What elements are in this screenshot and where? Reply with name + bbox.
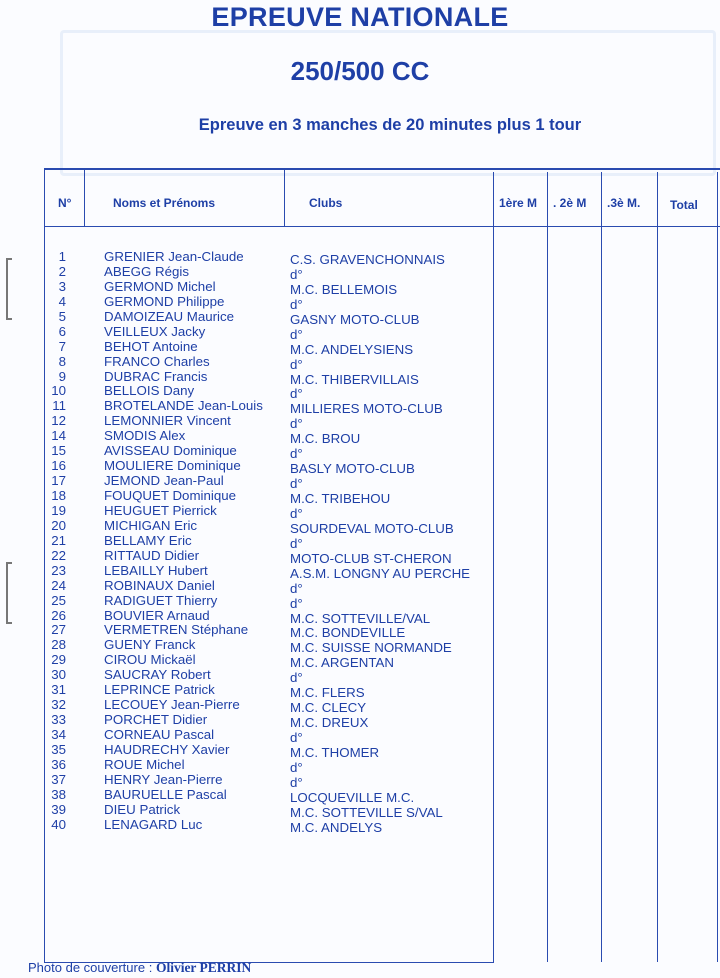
rider-name: ROBINAUX Daniel <box>104 577 215 593</box>
rider-number: 20 <box>51 517 66 533</box>
rider-club: M.C. FLERS <box>290 685 365 701</box>
rider-name: LECOUEY Jean-Pierre <box>104 697 240 713</box>
rider-name: PORCHET Didier <box>104 712 208 728</box>
rider-number: 22 <box>51 547 66 563</box>
table-row <box>0 592 720 611</box>
rider-number: 15 <box>51 443 66 459</box>
rider-number: 25 <box>51 592 66 608</box>
rider-club: d° <box>290 296 303 312</box>
rider-number: 36 <box>51 756 66 772</box>
rider-number: 21 <box>51 532 66 548</box>
rider-club: M.C. SOTTEVILLE S/VAL <box>290 804 443 820</box>
rider-name: HEUGUET Pierrick <box>104 502 217 518</box>
rider-club: d° <box>290 730 303 745</box>
rider-name: BELLOIS Dany <box>104 383 195 399</box>
table-row <box>0 398 720 417</box>
rider-name: GRENIER Jean-Claude <box>104 249 244 264</box>
rider-name: GERMOND Michel <box>104 278 216 294</box>
rider-club: M.C. BELLEMOIS <box>290 281 398 297</box>
rider-club: M.C. THIBERVILLAIS <box>290 371 419 387</box>
rider-number: 26 <box>51 607 66 623</box>
table-row <box>0 547 720 566</box>
header-total: Total <box>670 198 698 212</box>
rider-number: 32 <box>51 697 66 713</box>
rider-number: 34 <box>51 727 66 742</box>
page-title: EPREUVE NATIONALE <box>211 2 509 32</box>
rider-club: M.C. THOMER <box>290 744 380 760</box>
table-row <box>0 712 720 731</box>
table-row <box>0 607 720 626</box>
rider-club: M.C. ANDELYS <box>290 819 383 835</box>
table-row <box>0 368 720 387</box>
rider-club: d° <box>290 505 303 521</box>
entry-list <box>0 249 720 835</box>
rider-club: M.C. SUISSE NORMANDE <box>290 640 452 656</box>
rider-name: LEBAILLY Hubert <box>104 562 208 578</box>
rider-number: 35 <box>51 741 66 757</box>
table-row <box>0 413 720 432</box>
rider-number: 2 <box>58 263 66 279</box>
rider-club: d° <box>290 535 303 551</box>
header-name: Noms et Prénoms <box>113 196 216 210</box>
rider-number: 1 <box>58 249 66 264</box>
table-row <box>0 323 720 342</box>
table-row <box>0 697 720 716</box>
rider-number: 9 <box>58 368 66 384</box>
rider-number: 38 <box>51 786 66 802</box>
table-row <box>0 682 720 701</box>
rider-name: BAURUELLE Pascal <box>104 786 227 802</box>
rider-name: RITTAUD Didier <box>104 547 200 563</box>
cover-photo-caption <box>28 960 251 976</box>
table-row <box>0 816 720 835</box>
rider-club: M.C. CLECY <box>290 700 367 716</box>
num-column-divider <box>84 168 85 226</box>
caption-prefix: Photo de couverture : <box>28 960 153 975</box>
rider-club: d° <box>290 356 303 372</box>
rider-number: 16 <box>51 458 66 474</box>
rider-number: 14 <box>51 428 66 444</box>
rider-name: MICHIGAN Eric <box>104 517 198 533</box>
rider-number: 24 <box>51 577 66 593</box>
rider-name: SMODIS Alex <box>104 428 186 444</box>
rider-number: 23 <box>51 562 66 578</box>
rider-name: CORNEAU Pascal <box>104 727 215 742</box>
rider-number: 12 <box>51 413 66 429</box>
rider-club: d° <box>290 416 303 432</box>
header-m2: . 2è M <box>553 196 587 210</box>
table-row <box>0 622 720 641</box>
table-row <box>0 443 720 462</box>
rider-name: LEPRINCE Patrick <box>104 682 215 698</box>
rider-club: d° <box>290 266 303 282</box>
rider-number: 29 <box>51 652 66 668</box>
table-row <box>0 353 720 372</box>
rider-number: 6 <box>58 323 66 339</box>
header-m3: .3è M. <box>607 196 641 210</box>
rider-club: M.C. DREUX <box>290 715 369 731</box>
rider-name: RADIGUET Thierry <box>104 592 218 608</box>
rider-club: M.C. BROU <box>290 431 361 447</box>
rider-name: BROTELANDE Jean-Louis <box>104 398 263 414</box>
table-row <box>0 263 720 282</box>
rider-name: HENRY Jean-Pierre <box>104 771 223 787</box>
rider-number: 40 <box>51 816 66 832</box>
table-header-divider <box>44 226 720 227</box>
header-num: N° <box>58 196 72 210</box>
rider-number: 31 <box>51 682 66 698</box>
table-row <box>0 458 720 477</box>
rider-name: SAUCRAY Robert <box>104 667 211 683</box>
rider-name: ROUE Michel <box>104 756 185 772</box>
rider-name: AVISSEAU Dominique <box>104 443 237 459</box>
header-club: Clubs <box>309 196 343 210</box>
table-row <box>0 577 720 596</box>
race-format-note: Epreuve en 3 manches de 20 minutes plus 1 tour <box>198 116 582 134</box>
rider-name: BOUVIER Arnaud <box>104 607 210 623</box>
table-row <box>0 293 720 312</box>
rider-name: GERMOND Philippe <box>104 293 225 309</box>
rider-club: LOCQUEVILLE M.C. <box>290 789 415 805</box>
rider-name: LEMONNIER Vincent <box>104 413 231 429</box>
rider-club: d° <box>290 759 303 775</box>
rider-club: M.C. TRIBEHOU <box>290 491 391 506</box>
rider-name: MOULIERE Dominique <box>104 458 241 474</box>
table-row <box>0 562 720 581</box>
table-row <box>0 637 720 656</box>
rider-number: 19 <box>51 502 66 518</box>
table-row <box>0 652 720 671</box>
table-row <box>0 756 720 775</box>
rider-club: M.C. BONDEVILLE <box>290 625 406 641</box>
rider-name: VEILLEUX Jacky <box>104 323 206 339</box>
rider-number: 3 <box>58 278 66 294</box>
rider-name: VERMETREN Stéphane <box>104 622 249 638</box>
rider-name: CIROU Mickaël <box>104 652 196 668</box>
rider-club: M.C. ARGENTAN <box>290 655 394 671</box>
rider-number: 33 <box>51 712 66 728</box>
rider-name: DAMOIZEAU Maurice <box>104 308 235 324</box>
rider-club: d° <box>290 774 303 790</box>
rider-number: 11 <box>52 398 66 414</box>
rider-name: HAUDRECHY Xavier <box>104 741 230 757</box>
table-row <box>0 308 720 327</box>
rider-number: 10 <box>51 383 66 399</box>
rider-club: d° <box>290 670 303 686</box>
rider-name: JEMOND Jean-Paul <box>104 473 224 489</box>
table-row <box>0 278 720 297</box>
rider-club: d° <box>290 326 303 342</box>
table-row <box>0 801 720 820</box>
background-ghost-frame <box>60 30 716 176</box>
rider-club: GASNY MOTO-CLUB <box>290 311 420 327</box>
rider-name: FRANCO Charles <box>104 353 210 369</box>
rider-name: BEHOT Antoine <box>104 338 198 354</box>
rider-number: 8 <box>58 353 66 369</box>
table-row <box>0 383 720 402</box>
table-row <box>0 667 720 686</box>
table-row <box>0 338 720 357</box>
table-row <box>0 741 720 760</box>
table-row <box>0 488 720 506</box>
rider-club: M.C. ANDELYSIENS <box>290 341 414 357</box>
table-row <box>0 727 720 745</box>
table-row <box>0 786 720 805</box>
class-subtitle: 250/500 CC <box>290 56 430 86</box>
table-row <box>0 249 720 267</box>
rider-club: A.S.M. LONGNY AU PERCHE <box>290 565 471 581</box>
rider-name: ABEGG Régis <box>104 263 189 279</box>
rider-number: 17 <box>51 473 66 489</box>
rider-club: M.C. SOTTEVILLE/VAL <box>290 610 431 626</box>
rider-number: 7 <box>58 338 66 354</box>
rider-club: C.S. GRAVENCHONNAIS <box>290 252 445 267</box>
rider-number: 30 <box>51 667 66 683</box>
rider-number: 18 <box>51 488 66 503</box>
table-row <box>0 428 720 447</box>
rider-club: d° <box>290 580 303 596</box>
name-column-divider <box>284 168 285 226</box>
rider-club: BASLY MOTO-CLUB <box>290 461 415 477</box>
rider-number: 5 <box>58 308 66 324</box>
rider-club: MOTO-CLUB ST-CHERON <box>290 550 452 566</box>
rider-number: 28 <box>51 637 66 653</box>
rider-number: 4 <box>58 293 66 309</box>
rider-club: d° <box>290 386 303 402</box>
rider-club: d° <box>290 595 303 611</box>
rider-name: BELLAMY Eric <box>104 532 192 548</box>
photographer-name: Olivier PERRIN <box>155 960 252 975</box>
rider-club: d° <box>290 476 303 492</box>
rider-number: 37 <box>51 771 66 787</box>
rider-club: SOURDEVAL MOTO-CLUB <box>290 520 454 536</box>
header-m1: 1ère M <box>499 196 538 210</box>
table-row <box>0 473 720 492</box>
rider-name: FOUQUET Dominique <box>104 488 237 503</box>
table-row <box>0 771 720 790</box>
table-row <box>0 502 720 521</box>
rider-name: DIEU Patrick <box>104 801 181 817</box>
rider-number: 39 <box>51 801 66 817</box>
rider-number: 27 <box>51 622 66 638</box>
table-row <box>0 517 720 536</box>
rider-club: d° <box>290 446 303 462</box>
table-row <box>0 532 720 551</box>
rider-name: DUBRAC Francis <box>104 368 208 384</box>
table-top-border <box>44 168 720 170</box>
rider-club: MILLIERES MOTO-CLUB <box>290 401 443 417</box>
rider-name: GUENY Franck <box>104 637 196 653</box>
rider-name: LENAGARD Luc <box>104 816 203 832</box>
